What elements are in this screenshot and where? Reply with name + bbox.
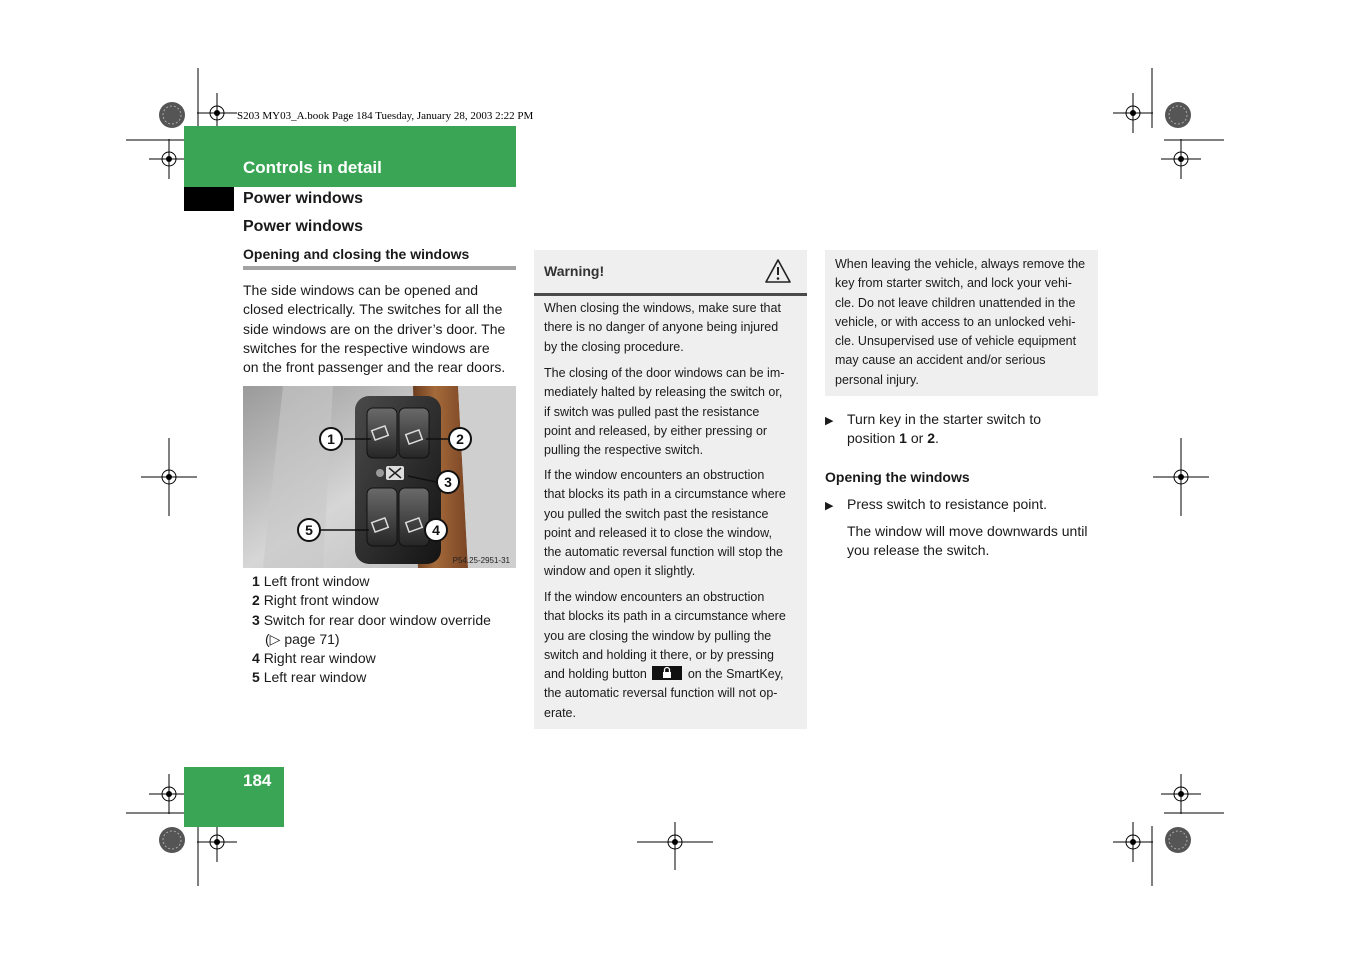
- step-arrow-icon: ▶: [825, 500, 834, 512]
- callout-2: 2: [456, 431, 464, 447]
- figure-legend: [252, 572, 522, 688]
- section-title: Controls in detail: [243, 158, 382, 177]
- warning-box: [534, 250, 807, 729]
- heading-rule: [243, 266, 516, 270]
- opening-closing-heading: Opening and closing the windows: [243, 246, 470, 262]
- page-title: Power windows: [243, 218, 364, 235]
- warning-header: [534, 250, 807, 296]
- legend-page-ref: (▷ page 71): [265, 630, 340, 647]
- subsection-title: Power windows: [243, 190, 364, 207]
- warning-title: Warning!: [544, 263, 605, 279]
- page-number: 184: [243, 771, 272, 790]
- legend-item: 3 Switch for rear door window override: [252, 611, 491, 628]
- intro-line: side windows are on the driver’s door. The: [243, 320, 506, 337]
- legend-item: 4 Right rear window: [252, 650, 376, 667]
- intro-line: switches for the respective windows are: [243, 339, 490, 356]
- legend-item: 5 Left rear window: [252, 669, 367, 686]
- figure-code: P54.25-2951-31: [452, 556, 510, 565]
- callout-5: 5: [305, 522, 313, 538]
- warning-triangle-icon: [764, 258, 792, 284]
- window-switch-figure: [243, 386, 516, 568]
- callout-3: 3: [444, 474, 452, 490]
- safety-note-box: [825, 250, 1098, 396]
- step-press-switch: Press switch to resistance point.: [847, 496, 1047, 512]
- callout-4: 4: [432, 522, 440, 538]
- warning-paragraph: When closing the windows, make sure that there is no danger of anyone being injured by the closing procedure.: [544, 301, 781, 354]
- intro-line: closed electrically. The switches for all the: [243, 301, 503, 318]
- file-header: S203 MY03_A.book Page 184 Tuesday, January 28, 2003 2:22 PM: [237, 110, 534, 122]
- opening-windows-heading: Opening the windows: [825, 469, 970, 485]
- callout-1: 1: [327, 431, 335, 447]
- step-turn-key: Turn key in the starter switch to position 1 or 2.: [847, 411, 1041, 447]
- step-result: The window will move downwards until you release the switch.: [847, 523, 1088, 559]
- section-tab-marker: [184, 187, 234, 211]
- warning-paragraph: The closing of the door windows can be im- mediately halted by releasing the switch or, if switch was pulled past the resistance point and released, by either pressing or pulling the respective switch.: [544, 366, 785, 458]
- safety-note-text: When leaving the vehicle, always remove the key from starter switch, and lock your vehi- cle. Do not leave children unattended in the vehicle, or with access to an unlocked vehi- cle. Unsupervised use of vehicle equipment may cause an accident and/or serious personal injury.: [835, 257, 1086, 387]
- warning-paragraph: If the window encounters an obstruction that blocks its path in a circumstance where you pulled the switch past the resistance point and released it to close the window, the automatic reversal function will stop the window and open it slightly.: [544, 468, 786, 579]
- intro-paragraph: [243, 281, 523, 377]
- step-arrow-icon: ▶: [825, 415, 834, 427]
- window-switch-illustration: [243, 386, 516, 568]
- intro-line: on the front passenger and the rear doors.: [243, 359, 506, 376]
- warning-paragraph: If the window encounters an obstruction that blocks its path in a circumstance where you are closing the window by pulling the switch and holding it there, or by pressing and holding button on the SmartKey, the automatic reversal function will not op- erate.: [544, 590, 786, 720]
- legend-item: 2 Right front window: [252, 592, 379, 609]
- smartkey-lock-icon: [652, 666, 682, 680]
- intro-line: The side windows can be opened and: [243, 282, 479, 298]
- legend-item: 1 Left front window: [252, 573, 370, 589]
